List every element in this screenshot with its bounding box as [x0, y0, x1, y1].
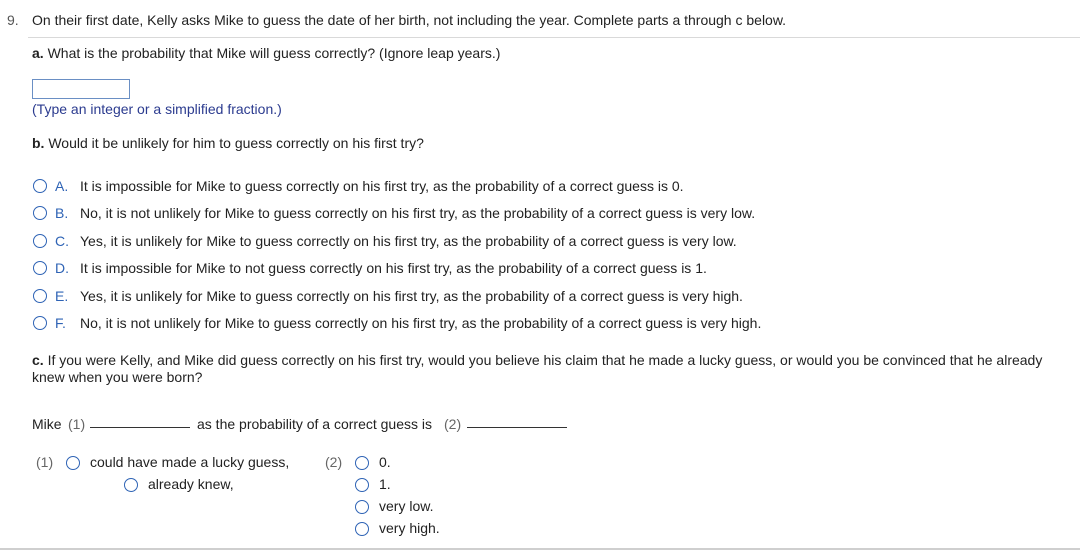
radio-choice-2-very-low[interactable] [355, 500, 369, 514]
part-b-text: Would it be unlikely for him to guess correctly on his first try? [48, 135, 424, 151]
option-c-text: Yes, it is unlikely for Mike to guess correctly on his first try, as the probability of a correct guess is very low. [80, 233, 737, 249]
option-d-text: It is impossible for Mike to not guess correctly on his first try, as the probability of a correct guess is 1. [80, 260, 707, 276]
radio-choice-2-zero[interactable] [355, 456, 369, 470]
option-f-letter: F. [55, 315, 66, 331]
choice-1-already-knew-text: already knew, [148, 476, 234, 492]
choices-2-marker: (2) [325, 454, 343, 470]
part-c-label: c. [32, 352, 44, 368]
option-f-text: No, it is not unlikely for Mike to guess correctly on his first try, as the probability of a correct guess is very high. [80, 315, 762, 331]
header-divider [28, 37, 1080, 38]
part-a-prompt [32, 45, 500, 61]
radio-option-c[interactable] [33, 234, 47, 248]
choice-2-one-text: 1. [379, 476, 391, 492]
part-c-text-line1: If you were Kelly, and Mike did guess correctly on his first try, would you believe his claim that he made a lucky guess, or would you be convinced that he already [47, 352, 1043, 368]
question-number: 9. [7, 12, 19, 28]
radio-choice-1-already-knew[interactable] [124, 478, 138, 492]
part-a-answer-input[interactable] [32, 79, 130, 99]
option-c-letter: C. [55, 233, 69, 249]
part-b-prompt [32, 135, 424, 151]
blank-2-marker: (2) [444, 416, 462, 432]
radio-option-d[interactable] [33, 261, 47, 275]
part-a-hint: (Type an integer or a simplified fraction.) [32, 101, 282, 117]
radio-choice-2-one[interactable] [355, 478, 369, 492]
part-b-label: b. [32, 135, 45, 151]
sentence-start: Mike [32, 416, 62, 432]
choices-1-marker: (1) [36, 454, 54, 470]
blank-2-dropdown[interactable] [467, 427, 567, 428]
choice-2-very-low-text: very low. [379, 498, 434, 514]
choice-1-lucky-guess-text: could have made a lucky guess, [90, 454, 290, 470]
blank-1-dropdown[interactable] [90, 427, 190, 428]
part-a-text: What is the probability that Mike will guess correctly? (Ignore leap years.) [47, 45, 501, 61]
choice-2-very-high-text: very high. [379, 520, 440, 536]
option-a-letter: A. [55, 178, 69, 194]
option-d-letter: D. [55, 260, 69, 276]
option-b-letter: B. [55, 205, 69, 221]
radio-option-b[interactable] [33, 206, 47, 220]
option-b-text: No, it is not unlikely for Mike to guess correctly on his first try, as the probability of a correct guess is very low. [80, 205, 756, 221]
option-e-letter: E. [55, 288, 69, 304]
part-c-prompt [32, 352, 1042, 368]
option-e-text: Yes, it is unlikely for Mike to guess correctly on his first try, as the probability of a correct guess is very high. [80, 288, 743, 304]
radio-option-e[interactable] [33, 289, 47, 303]
part-c-text-line2: knew when you were born? [32, 369, 203, 385]
radio-choice-1-lucky-guess[interactable] [66, 456, 80, 470]
radio-option-a[interactable] [33, 179, 47, 193]
question-text: On their first date, Kelly asks Mike to guess the date of her birth, not including the year. Complete parts a through c below. [32, 12, 787, 28]
sentence-middle: as the probability of a correct guess is [197, 416, 433, 432]
radio-choice-2-very-high[interactable] [355, 522, 369, 536]
part-a-label: a. [32, 45, 44, 61]
footer-divider [0, 548, 1080, 550]
radio-option-f[interactable] [33, 316, 47, 330]
option-a-text: It is impossible for Mike to guess correctly on his first try, as the probability of a correct guess is 0. [80, 178, 684, 194]
choice-2-zero-text: 0. [379, 454, 391, 470]
blank-1-marker: (1) [68, 416, 86, 432]
